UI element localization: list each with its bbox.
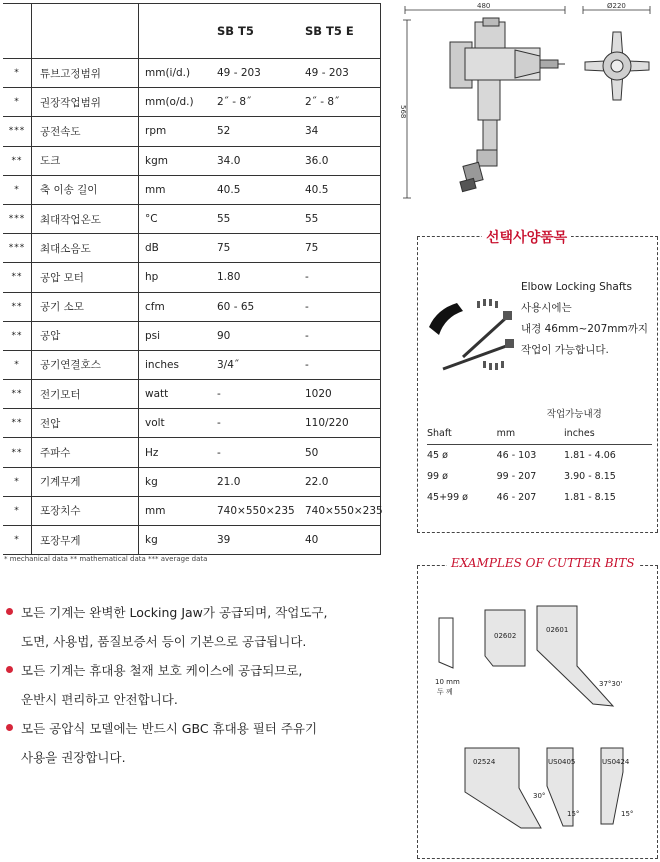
spec-sb-t5e: -	[301, 292, 381, 321]
shaft-row	[427, 466, 652, 487]
spec-unit: volt	[139, 409, 212, 438]
spec-unit: kgm	[139, 146, 212, 175]
spec-unit: dB	[139, 234, 212, 263]
spec-row	[3, 496, 381, 525]
spec-header-row	[3, 4, 381, 59]
spec-header-blank	[32, 4, 139, 59]
spec-mark: **	[3, 263, 32, 292]
spec-row	[3, 263, 381, 292]
spec-sb-t5: 39	[211, 526, 301, 555]
spec-item: 공기 소모	[32, 292, 139, 321]
spec-unit: mm(o/d.)	[139, 88, 212, 117]
bit-thickness: 10 mm	[435, 678, 460, 686]
spec-sb-t5: 1.80	[211, 263, 301, 292]
spec-unit: psi	[139, 321, 212, 350]
spec-sb-t5: 740×550×235	[211, 496, 301, 525]
shaft-value: 99 ø	[427, 471, 448, 482]
spec-unit: kg	[139, 467, 212, 496]
cutter-bits-drawing	[417, 566, 658, 858]
spec-row	[3, 146, 381, 175]
shaft-inches: 1.81 - 4.06	[564, 450, 616, 461]
dim-width: 480	[477, 2, 491, 10]
spec-sb-t5e: 22.0	[301, 467, 381, 496]
spec-sb-t5: -	[211, 380, 301, 409]
spec-mark: *	[3, 88, 32, 117]
note-text: 도면, 사용법, 품질보증서 등이 기본으로 공급됩니다.	[21, 634, 307, 649]
note-item	[6, 598, 376, 627]
spec-sb-t5: 3/4˝	[211, 350, 301, 379]
spec-item: 공전속도	[32, 117, 139, 146]
spec-sb-t5e: 34	[301, 117, 381, 146]
spec-header-blank	[3, 4, 32, 59]
spec-mark: *	[3, 59, 32, 88]
spec-sb-t5: 60 - 65	[211, 292, 301, 321]
shaft-caption: 작업가능내경	[546, 408, 602, 420]
spec-sb-t5e: -	[301, 263, 381, 292]
machine-drawing	[395, 0, 660, 215]
options-title: 선택사양품목	[482, 227, 571, 247]
spec-item: 전기모터	[32, 380, 139, 409]
bit-code: 02524	[473, 758, 496, 766]
bullet-icon	[6, 666, 13, 673]
spec-header-blank	[139, 4, 212, 59]
bit-code: US0424	[602, 758, 630, 766]
spec-sb-t5e: 75	[301, 234, 381, 263]
cutter-bits-box	[417, 556, 658, 859]
spec-sb-t5: 40.5	[211, 175, 301, 204]
spec-sb-t5: 49 - 203	[211, 59, 301, 88]
spec-sb-t5: 52	[211, 117, 301, 146]
machine-side-view	[450, 18, 565, 192]
spec-sb-t5: 90	[211, 321, 301, 350]
spec-table	[3, 3, 381, 555]
bit-angle: 30°	[533, 792, 546, 800]
bullet-icon	[6, 608, 13, 615]
spec-row	[3, 234, 381, 263]
spec-item: 최대작업온도	[32, 204, 139, 233]
spec-mark: *	[3, 350, 32, 379]
spec-row	[3, 175, 381, 204]
options-text-line: Elbow Locking Shafts	[521, 281, 632, 293]
shaft-mm: 99 - 207	[496, 471, 537, 482]
spec-mark: ***	[3, 234, 32, 263]
spec-sb-t5: -	[211, 409, 301, 438]
spec-sb-t5e: 49 - 203	[301, 59, 381, 88]
spec-row	[3, 438, 381, 467]
spec-mark: **	[3, 321, 32, 350]
spec-row	[3, 292, 381, 321]
spec-unit: cfm	[139, 292, 212, 321]
machine-front-view	[585, 32, 649, 100]
spec-item: 공압	[32, 321, 139, 350]
spec-item: 축 이송 길이	[32, 175, 139, 204]
cutter-bits-title: EXAMPLES OF CUTTER BITS	[447, 556, 639, 570]
note-text: 운반시 편리하고 안전합니다.	[21, 692, 178, 707]
spec-body	[3, 59, 381, 555]
spec-unit: inches	[139, 350, 212, 379]
spec-mark: ***	[3, 204, 32, 233]
spec-unit: kg	[139, 526, 212, 555]
spec-mark: **	[3, 146, 32, 175]
note-item	[6, 743, 376, 772]
spec-unit: mm	[139, 496, 212, 525]
spec-sb-t5e: 740×550×235	[301, 496, 381, 525]
options-text-line: 작업이 가능합니다.	[521, 344, 609, 356]
elbow-shafts-image	[423, 287, 523, 377]
spec-item: 공기연결호스	[32, 350, 139, 379]
shaft-mm: 46 - 207	[496, 492, 537, 503]
spec-sb-t5: 21.0	[211, 467, 301, 496]
spec-row	[3, 467, 381, 496]
col-sb-t5: SB T5	[211, 4, 301, 59]
options-text	[521, 277, 648, 361]
col-sb-t5e: SB T5 E	[301, 4, 381, 59]
spec-sb-t5e: 110/220	[301, 409, 381, 438]
spec-sb-t5e: 50	[301, 438, 381, 467]
spec-sb-t5e: 2˝ - 8˝	[301, 88, 381, 117]
bit-angle: 15°	[621, 810, 634, 818]
spec-unit: Hz	[139, 438, 212, 467]
note-text: 모든 공압식 모델에는 반드시 GBC 휴대용 필터 주유기	[21, 721, 318, 736]
dim-height: 568	[399, 105, 407, 119]
spec-sb-t5: 2˝ - 8˝	[211, 88, 301, 117]
spec-mark: **	[3, 292, 32, 321]
note-text: 모든 기계는 휴대용 철재 보호 케이스에 공급되므로,	[21, 663, 303, 678]
notes-list	[6, 598, 376, 772]
spec-item: 공압 모터	[32, 263, 139, 292]
shaft-caption-row	[427, 402, 652, 423]
spec-row	[3, 409, 381, 438]
spec-item: 최대소음도	[32, 234, 139, 263]
bit-code: 02601	[546, 626, 569, 634]
shaft-head-inches: inches	[564, 423, 652, 445]
spec-sb-t5: -	[211, 438, 301, 467]
spec-item: 포장무게	[32, 526, 139, 555]
spec-row	[3, 88, 381, 117]
bit-code: 02602	[494, 632, 517, 640]
spec-sb-t5e: 1020	[301, 380, 381, 409]
spec-sb-t5: 75	[211, 234, 301, 263]
spec-row	[3, 380, 381, 409]
options-box	[417, 230, 658, 533]
spec-unit: mm	[139, 175, 212, 204]
shaft-table	[427, 402, 652, 508]
spec-sb-t5e: -	[301, 321, 381, 350]
spec-mark: *	[3, 496, 32, 525]
note-item	[6, 627, 376, 656]
shaft-value: 45+99 ø	[427, 492, 468, 503]
spec-mark: *	[3, 467, 32, 496]
spec-sb-t5e: -	[301, 350, 381, 379]
spec-sb-t5: 34.0	[211, 146, 301, 175]
shaft-inches: 1.81 - 8.15	[564, 492, 616, 503]
bullet-icon	[6, 724, 13, 731]
spec-sb-t5e: 40	[301, 526, 381, 555]
spec-row	[3, 526, 381, 555]
shaft-row	[427, 487, 652, 508]
spec-legend: * mechanical data ** mathematical data *** average data	[4, 555, 208, 563]
spec-mark: *	[3, 526, 32, 555]
shaft-head-shaft: Shaft	[427, 423, 497, 445]
options-text-line: 내경 46mm~207mm까지	[521, 323, 649, 335]
spec-item: 포장치수	[32, 496, 139, 525]
note-item	[6, 656, 376, 685]
shaft-body	[427, 445, 652, 509]
note-item	[6, 714, 376, 743]
spec-unit: mm(i/d.)	[139, 59, 212, 88]
options-text-line: 사용시에는	[521, 302, 572, 314]
shaft-inches: 3.90 - 8.15	[564, 471, 616, 482]
note-text: 사용을 권장합니다.	[21, 750, 126, 765]
spec-sb-t5e: 55	[301, 204, 381, 233]
shaft-value: 45 ø	[427, 450, 448, 461]
spec-item: 기계무게	[32, 467, 139, 496]
spec-item: 주파수	[32, 438, 139, 467]
spec-unit: rpm	[139, 117, 212, 146]
note-text: 모든 기계는 완벽한 Locking Jaw가 공급되며, 작업도구,	[21, 605, 328, 620]
spec-mark: **	[3, 409, 32, 438]
spec-sb-t5e: 36.0	[301, 146, 381, 175]
spec-mark: ***	[3, 117, 32, 146]
bit-code: US0405	[548, 758, 576, 766]
shaft-head-mm: mm	[497, 423, 564, 445]
shaft-mm: 46 - 103	[496, 450, 537, 461]
spec-row	[3, 321, 381, 350]
spec-mark: *	[3, 175, 32, 204]
spec-row	[3, 350, 381, 379]
spec-row	[3, 59, 381, 88]
shaft-header-row	[427, 423, 652, 445]
spec-unit: watt	[139, 380, 212, 409]
spec-item: 권장작업범위	[32, 88, 139, 117]
shaft-caption-blank	[427, 402, 497, 423]
spec-unit: °C	[139, 204, 212, 233]
shaft-row	[427, 445, 652, 467]
spec-item: 도크	[32, 146, 139, 175]
spec-row	[3, 204, 381, 233]
bit-angle: 37°30'	[599, 680, 623, 688]
spec-mark: **	[3, 380, 32, 409]
spec-item: 튜브고정범위	[32, 59, 139, 88]
spec-item: 전압	[32, 409, 139, 438]
note-item	[6, 685, 376, 714]
spec-sb-t5e: 40.5	[301, 175, 381, 204]
spec-row	[3, 117, 381, 146]
spec-sb-t5: 55	[211, 204, 301, 233]
bit-angle: 15°	[567, 810, 580, 818]
dim-diameter: Ø220	[607, 2, 626, 10]
bit-thickness-label: 두 께	[437, 688, 453, 696]
spec-unit: hp	[139, 263, 212, 292]
spec-mark: **	[3, 438, 32, 467]
